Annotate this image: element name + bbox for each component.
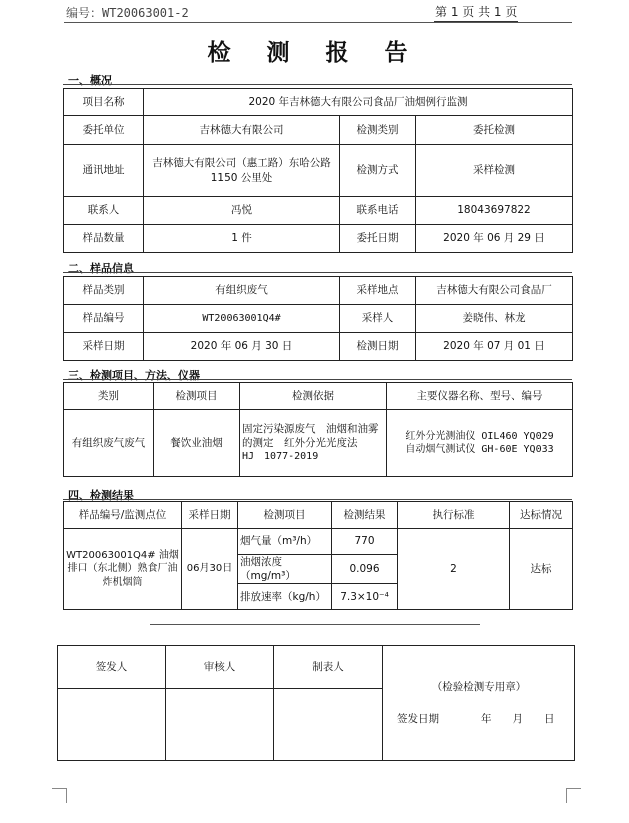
- results-header: 达标情况: [510, 502, 573, 529]
- results-header: 检测项目: [238, 502, 332, 529]
- value-address: 吉林德大有限公司（惠工路）东哈公路 1150 公里处: [144, 145, 340, 197]
- value-quantity: 1 件: [144, 225, 340, 253]
- separator-line: [150, 624, 480, 625]
- results-header: 执行标准: [398, 502, 510, 529]
- crop-mark-right: [566, 788, 581, 803]
- signature-table: [57, 645, 575, 761]
- section-results-title: 四、检测结果: [68, 489, 134, 502]
- value-category: 委托检测: [416, 116, 573, 145]
- section-divider: [63, 379, 572, 380]
- value-contact: 冯悦: [144, 197, 340, 225]
- section-items-title: 三、检测项目、方法、仪器: [68, 369, 200, 382]
- results-item: 烟气量（m³/h）: [238, 529, 332, 555]
- section-divider: [63, 272, 572, 273]
- label-address: 通讯地址: [64, 145, 144, 197]
- results-date: 06月30日: [182, 529, 238, 610]
- label-contact: 联系人: [64, 197, 144, 225]
- header-rule: [64, 22, 572, 23]
- label-sampler: 采样人: [340, 305, 416, 333]
- seal-text: （检验检测专用章）: [431, 681, 527, 693]
- items-instruments: [387, 410, 573, 477]
- results-item: 油烟浓度（mg/m³）: [238, 555, 332, 584]
- value-sample-id: WT20063001Q4#: [144, 305, 340, 333]
- issue-date: 签发日期 年 月 日: [397, 713, 555, 725]
- instrument-1: 红外分光测油仪 OIL460 YQ029: [405, 430, 554, 442]
- results-header: 检测结果: [332, 502, 398, 529]
- value-sample-site: 吉林德大有限公司食品厂: [416, 277, 573, 305]
- label-sample-id: 样品编号: [64, 305, 144, 333]
- sign-reviewer-label: 审核人: [166, 646, 274, 689]
- page-indicator: 第 1 页 共 1 页: [434, 3, 518, 22]
- label-method: 检测方式: [340, 145, 416, 197]
- value-sampler: 姜晓伟、林龙: [416, 305, 573, 333]
- items-header: 检测依据: [240, 383, 387, 410]
- label-client: 委托单位: [64, 116, 144, 145]
- report-number: 编号：WT20063001-2: [66, 6, 189, 20]
- results-header: 样品编号/监测点位: [64, 502, 182, 529]
- results-table: [63, 501, 573, 610]
- items-item: 餐饮业油烟: [154, 410, 240, 477]
- label-phone: 联系电话: [340, 197, 416, 225]
- label-commission-date: 委托日期: [340, 225, 416, 253]
- value-sample-type: 有组织废气: [144, 277, 340, 305]
- sign-preparer-box: [274, 689, 383, 761]
- section-sample-title: 二、样品信息: [68, 262, 134, 275]
- results-value: 0.096: [332, 555, 398, 584]
- items-header: 检测项目: [154, 383, 240, 410]
- label-sampling-date: 采样日期: [64, 333, 144, 361]
- results-value: 7.3×10⁻⁴: [332, 584, 398, 610]
- items-category: 有组织废气废气: [64, 410, 154, 477]
- items-table: [63, 382, 573, 477]
- items-basis-text: 固定污染源废气 油烟和油雾的测定 红外分光光度法: [242, 423, 379, 450]
- items-header: 主要仪器名称、型号、编号: [387, 383, 573, 410]
- sign-preparer-label: 制表人: [274, 646, 383, 689]
- section-divider: [63, 499, 572, 500]
- label-sample-type: 样品类别: [64, 277, 144, 305]
- results-value: 770: [332, 529, 398, 555]
- label-test-date: 检测日期: [340, 333, 416, 361]
- value-test-date: 2020 年 07 月 01 日: [416, 333, 573, 361]
- value-commission-date: 2020 年 06 月 29 日: [416, 225, 573, 253]
- section-overview-title: 一、概况: [68, 74, 112, 87]
- items-basis: [240, 410, 387, 477]
- value-sampling-date: 2020 年 06 月 30 日: [144, 333, 340, 361]
- value-method: 采样检测: [416, 145, 573, 197]
- results-item: 排放速率（kg/h）: [238, 584, 332, 610]
- overview-table: [63, 88, 573, 253]
- results-sample-point: WT20063001Q4# 油烟排口（东北侧）熟食厂油炸机烟筒: [64, 529, 182, 610]
- label-quantity: 样品数量: [64, 225, 144, 253]
- value-project: 2020 年吉林德大有限公司食品厂油烟例行监测: [144, 89, 573, 116]
- seal-area: [383, 646, 575, 761]
- label-sample-site: 采样地点: [340, 277, 416, 305]
- label-project: 项目名称: [64, 89, 144, 116]
- sign-issuer-box: [58, 689, 166, 761]
- instrument-2: 自动烟气测试仪 GH-60E YQ033: [405, 444, 554, 455]
- results-standard: 2: [398, 529, 510, 610]
- sign-issuer-label: 签发人: [58, 646, 166, 689]
- value-phone: 18043697822: [416, 197, 573, 225]
- crop-mark-left: [52, 788, 67, 803]
- sign-reviewer-box: [166, 689, 274, 761]
- value-client: 吉林德大有限公司: [144, 116, 340, 145]
- page-title: 检 测 报 告: [207, 40, 422, 66]
- items-standard: HJ 1077-2019: [242, 451, 319, 463]
- section-divider: [63, 84, 572, 85]
- results-header: 采样日期: [182, 502, 238, 529]
- sample-table: [63, 276, 573, 361]
- results-status: 达标: [510, 529, 573, 610]
- items-header: 类别: [64, 383, 154, 410]
- label-category: 检测类别: [340, 116, 416, 145]
